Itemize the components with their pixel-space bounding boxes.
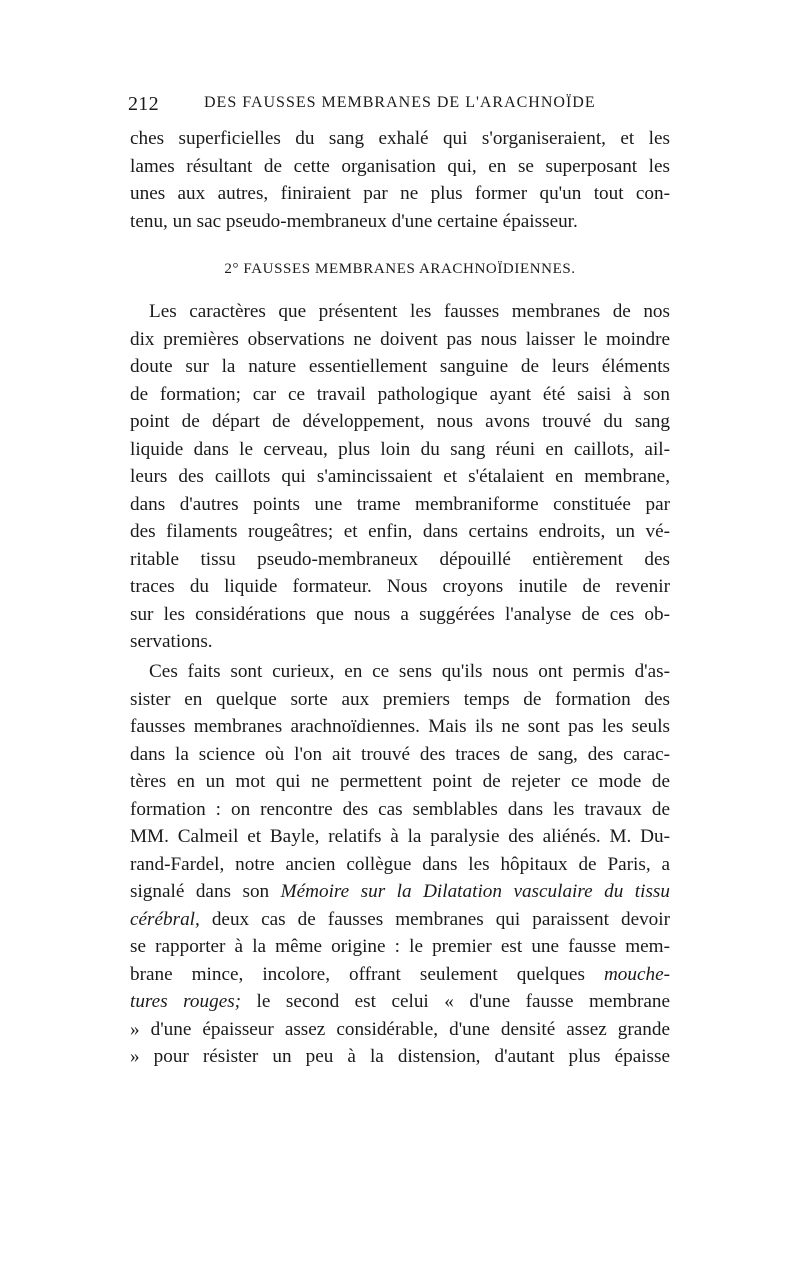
text-line: [130, 878, 670, 906]
paragraph-continuation: [130, 125, 670, 235]
text-line: doute sur la nature essentiellement sanguine de leurs éléments: [130, 356, 670, 377]
text-line: formation : on rencontre des cas semblables dans les travaux de: [130, 798, 670, 820]
text-line: ritable tissu pseudo-membraneux dépouillé entièrement des: [130, 548, 670, 570]
text-line: sister en quelque sorte aux premiers temps de formation des: [130, 688, 670, 710]
paragraph: [130, 298, 670, 656]
text-line: point de départ de développement, nous avons trouvé du sang: [130, 411, 670, 432]
text-run: signalé dans son: [130, 881, 281, 902]
text-line: unes aux autres, finiraient par ne plus former qu'un tout con-: [130, 183, 670, 204]
section-heading: 2° FAUSSES MEMBRANES ARACHNOÏDIENNES.: [224, 261, 576, 277]
text-line: dix premières observations ne doivent pas nous laisser le moindre: [130, 328, 670, 350]
italic-title: cérébral,: [130, 908, 200, 930]
text-line: [130, 988, 670, 1016]
text-line: tères en un mot qui ne permettent point de rejeter ce mode de: [130, 771, 670, 792]
text-line: rand-Fardel, notre ancien collègue dans les hôpitaux de Paris, a: [130, 853, 670, 875]
italic-title: Mémoire sur la Dilatation vasculaire du tissu: [280, 881, 670, 902]
text-line: de formation; car ce travail pathologique ayant été saisi à son: [130, 383, 670, 405]
text-line: tenu, un sac pseudo-membraneux d'une certaine épaisseur.: [130, 210, 578, 232]
text-line: sur les considérations que nous a suggérées l'analyse de ces ob-: [130, 603, 670, 625]
italic-term: tures rouges;: [130, 991, 242, 1012]
text-line: dans la science où l'on ait trouvé des traces de sang, des carac-: [130, 743, 670, 765]
text-line: ches superficielles du sang exhalé qui s'organiseraient, et les: [130, 128, 670, 149]
text-line: Ces faits sont curieux, en ce sens qu'ils nous ont permis d'as-: [149, 661, 670, 682]
text-line: MM. Calmeil et Bayle, relatifs à la paralysie des aliénés. M. Du-: [130, 826, 670, 847]
text-line: leurs des caillots qui s'amincissaient et s'étalaient en membrane,: [130, 466, 670, 487]
text-run: deux cas de fausses membranes qui paraissent devoir: [199, 908, 670, 930]
running-header: [128, 93, 668, 119]
italic-term: mouche-: [603, 963, 670, 985]
text-line: lames résultant de cette organisation qui, en se superposant les: [130, 155, 670, 177]
text-line: » d'une épaisseur assez considérable, d'une densité assez grande: [130, 1018, 670, 1040]
text-line: Les caractères que présentent les fausses membranes de nos: [149, 301, 670, 322]
text-line: [130, 906, 670, 934]
text-line: dans d'autres points une trame membraniforme constituée par: [130, 493, 670, 515]
text-run: brane mince, incolore, offrant seulement quelques: [130, 963, 604, 985]
text-line: liquide dans le cerveau, plus loin du sang réuni en caillots, ail-: [130, 438, 670, 460]
text-line: traces du liquide formateur. Nous croyons inutile de revenir: [130, 576, 670, 597]
paragraph: [130, 658, 670, 1071]
text-run: le second est celui « d'une fausse membrane: [241, 991, 670, 1012]
text-line: » pour résister un peu à la distension, d'autant plus épaisse: [130, 1046, 670, 1067]
running-title: DES FAUSSES MEMBRANES DE L'ARACHNOÏDE: [204, 94, 596, 111]
text-line: fausses membranes arachnoïdiennes. Mais ils ne sont pas les seuls: [130, 716, 670, 737]
text-line: [130, 961, 670, 989]
page-number: 212: [128, 93, 159, 115]
text-line: se rapporter à la même origine : le premier est une fausse mem-: [130, 936, 670, 957]
text-line: servations.: [130, 631, 213, 652]
text-line: des filaments rougeâtres; et enfin, dans certains endroits, un vé-: [130, 521, 670, 542]
